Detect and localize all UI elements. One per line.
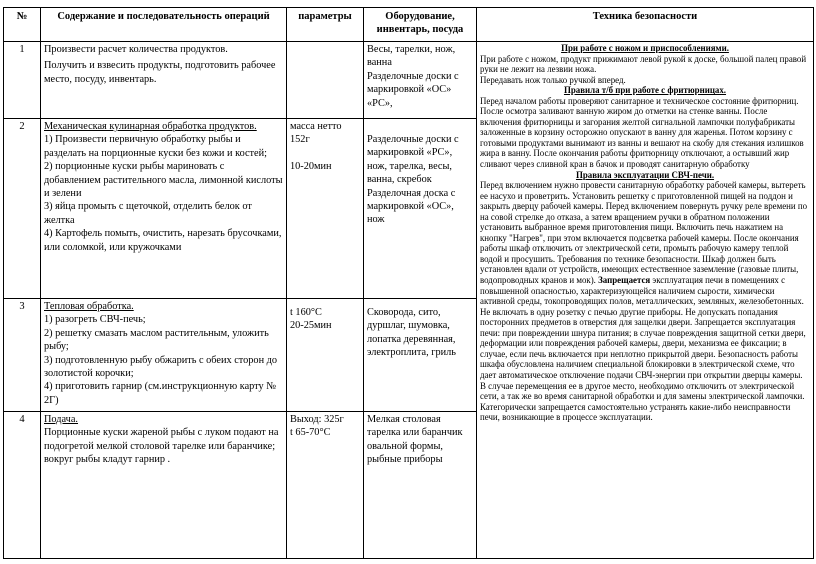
equipment-line: Сковорода, сито, дуршлаг, шумовка, лопатка деревянная, электроплита, гриль (367, 307, 456, 359)
operation-line: Порционные куски жареной рыбы с луком подают на подогретой мелкой столовой тарелке или баранчике; вокруг рыбы кладут гарнир . (44, 427, 279, 466)
equipment-cell (364, 412, 477, 559)
equipment-line: Мелкая столовая тарелка или баранчик овальной формы, рыбные приборы (367, 414, 463, 466)
operation-line: Произвести расчет количества продуктов. (44, 44, 228, 55)
safety-knife-text: Передавать нож только ручкой вперед. (480, 74, 626, 85)
param-line: масса нетто 152г (290, 121, 342, 146)
param-line: 10-20мин (290, 160, 332, 172)
params-cell (287, 412, 364, 559)
operation-cell (41, 119, 287, 299)
operation-line: 2) порционные куски рыбы мариновать с добавлением растительного масла, лимонной кислоты и зелени (44, 161, 283, 200)
operation-cell (41, 299, 287, 412)
row-number: 2 (4, 119, 41, 299)
operation-title: Тепловая обработка. (44, 301, 134, 312)
safety-fryer-text: Перед началом работы проверяют санитарное и техническое состояние фритюрниц. После осмотра заливают ванную жиром до отметки на стенке ванны. После включения фритюрницы и загорания желтой сигнальной лампочки полуфабрикаты заложенные в корзину осторожно опускают в ванну для жаренья. Потом корзину с готовыми продуктами вынимают из ванны и вешают на скобу для стекания излишков жира в ванну. После окончания работы фритюрницу отключают, а остывший жир сливают через сливной кран в бачок и проводят санитарную обработку (480, 95, 804, 170)
operation-line: 3) яйца промыть с щеточкой, отделить белок от желтка (44, 201, 252, 226)
equipment-cell (364, 119, 477, 299)
params-cell (287, 119, 364, 299)
param-line: t 160°C (290, 307, 322, 318)
equipment-line: Разделочные доски с маркировкой «ОС» «РС», (367, 70, 459, 109)
header-params: параметры (287, 8, 364, 42)
operation-line: 1) разогреть СВЧ-печь; (44, 314, 146, 326)
operation-cell (41, 42, 287, 119)
operation-line: 2) решетку смазать маслом растительным, уложить рыбу; (44, 327, 269, 353)
safety-microwave-title: Правила эксплуатации СВЧ-печи. (575, 169, 715, 180)
header-row (4, 8, 814, 42)
params-cell (287, 42, 364, 119)
table-row (4, 42, 814, 119)
operation-line: 3) подготовленную рыбу обжарить с обеих сторон до золотистой корочки; (44, 354, 278, 380)
row-number: 3 (4, 299, 41, 412)
param-line: t 65-70°C (290, 427, 331, 439)
operation-line: 4) приготовить гарнир (см.инструкционную карту № 2Г) (44, 381, 277, 406)
equipment-line: Весы, тарелки, нож, ванна (367, 44, 456, 69)
equipment-cell (364, 42, 477, 119)
row-number: 1 (4, 42, 41, 119)
operation-line: 4) Картофель помыть, очистить, нарезать брусочками, или соломкой, или кружочками (44, 228, 282, 253)
param-line: 20-25мин (290, 320, 332, 332)
safety-prohibited-label: Запрещается (598, 275, 651, 286)
header-equipment: Оборудование, инвентарь, посуда (364, 8, 477, 42)
equipment-line: Разделочная доска с маркировкой «ОС», нож (367, 187, 456, 226)
header-content: Содержание и последовательность операций (41, 8, 287, 42)
operation-title: Подача. (44, 414, 79, 425)
safety-knife-text: При работе с ножом, продукт прижимают левой рукой к доске, большой палец правой руки не лежит на лезвии ножа. (480, 53, 807, 75)
equipment-line: Разделочные доски с маркировкой «РС», нож, тарелка, весы, ванна, скребок (367, 134, 459, 186)
operation-cell (41, 412, 287, 559)
safety-microwave-text-part: Перед включением нужно провести санитарную обработку рабочей камеры, вытереть ее насухо и проветрить. Установить решетку с приготовленной пищей на поддон и закрыть дверцу рабочей камеры. Перед включением повернуть ручку реле времени по на совой стрелке до отказа, а затем вращением ручки в обратном положении установить выбранное время приготовления пищи. Включить печь нажатием на кнопку "Нагрев", при этом включается подсветка рабочей камеры. После окончания работы шкаф отключить от электрической сети, промыть рабочую камеру теплой водой и просушить. Требования по технике безопасности. Шкаф должен быть установлен вдали от устройств, имеющих естественное заземление (газовые плиты, водопроводных кранов и мок). (480, 180, 808, 286)
equipment-cell (364, 299, 477, 412)
safety-microwave-text (480, 180, 810, 423)
header-safety: Техника безопасности (477, 8, 814, 42)
tech-card-table (3, 7, 814, 559)
row-number: 4 (4, 412, 41, 559)
safety-knife-title: При работе с ножом и приспособлениями. (561, 43, 729, 53)
safety-fryer-title: Правила т/б при работе с фритюрницах. (563, 85, 727, 96)
operation-line: 1) Произвести первичную обработку рыбы и разделать на порционные куски без кожи и костей; (44, 134, 267, 159)
params-cell (287, 299, 364, 412)
operation-line: Получить и взвесить продукты, подготовить рабочее место, посуду, инвентарь. (44, 60, 276, 85)
param-line: Выход: 325г (290, 414, 344, 425)
operation-title: Механическая кулинарная обработка продуктов. (44, 121, 257, 132)
safety-microwave-text-part: эксплуатация печи в помещениях с повышенной опасностью, характеризующейся наличием сырости, химически активной среды, токопроводящих полов, металлических, земляных, железобетонных. Не включать в одну розетку с печью другие приборы. Не допускать попадания посторонних предметов в отверстия для защелки двери. Запрещается эксплуатация печи: при повреждении шнура питания; в случае повреждения защитной сетки двери, деформации или повреждения рабочей камеры, двери, механизма ее фиксации; в случае, если печь включается при неплотно прикрытой двери. Безопасность работы шкафа обусловлена наличием специальной блокировки в электрической схеме, что дает автоматическое отключение подачи СВЧ-энергии при открытии дверцы камеры. В случае перемещения ее в другое место, необходимо отключить от электрической сети, а так же во время санитарной обработки и для замены электрической лампочки. Категорически запрещается самостоятельно устранять какие-либо неисправности печи, возникающие в процессе эксплуатации. (480, 275, 806, 423)
safety-cell (477, 42, 814, 559)
header-num: № (4, 8, 41, 42)
